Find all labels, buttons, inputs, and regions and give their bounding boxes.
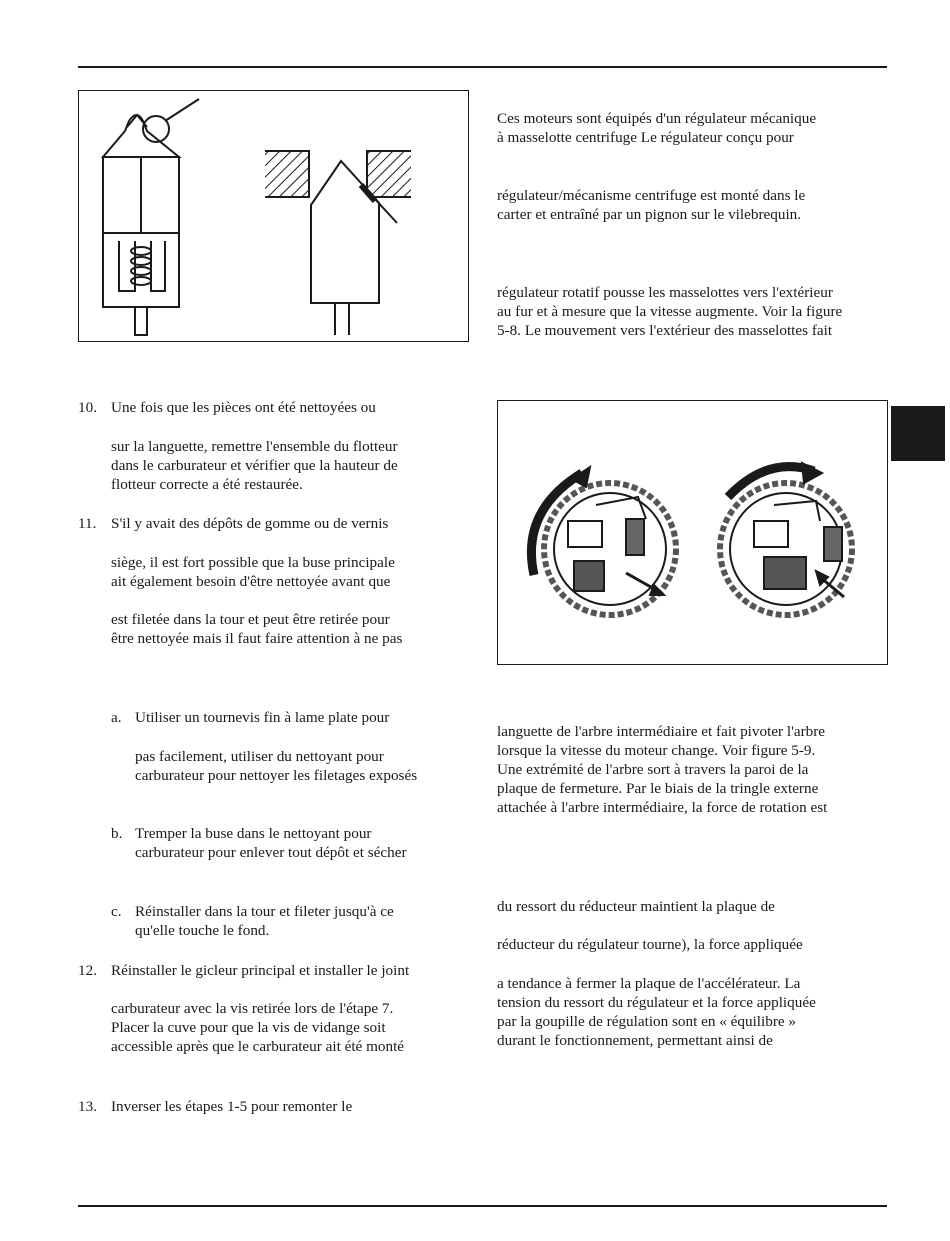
step-text-line: c. bbox=[111, 903, 122, 920]
paragraph-line: réducteur du régulateur tourne), la force appliquée bbox=[497, 936, 803, 953]
step-number: 13. bbox=[78, 1098, 97, 1115]
paragraph-line: tension du ressort du régulateur et la force appliquée bbox=[497, 994, 816, 1011]
paragraph-line: 5-8. Le mouvement vers l'extérieur des masselottes fait bbox=[497, 322, 833, 339]
step-text-line: qu'elle touche le fond. bbox=[135, 922, 270, 939]
inlet-needle-illustration bbox=[79, 91, 468, 341]
step-text-line: sur la languette, remettre l'ensemble du flotteur bbox=[111, 438, 398, 455]
paragraph-line: régulateur/mécanisme centrifuge est monté dans le bbox=[497, 187, 806, 204]
step-text-line: carburateur avec la vis retirée lors de l'étape 7. bbox=[111, 1000, 394, 1017]
inlet-needle-figure bbox=[78, 90, 469, 342]
step-number: 10. bbox=[78, 399, 97, 416]
step-text-line: S'il y avait des dépôts de gomme ou de vernis bbox=[111, 515, 389, 532]
step-text-line: siège, il est fort possible que la buse principale bbox=[111, 554, 395, 571]
step-text-line: est filetée dans la tour et peut être retirée pour bbox=[111, 611, 390, 628]
paragraph-line: Une extrémité de l'arbre sort à travers la paroi de la bbox=[497, 761, 809, 778]
step-text-line: carburateur pour nettoyer les filetages exposés bbox=[135, 767, 418, 784]
paragraph-line: lorsque la vitesse du moteur change. Voir figure 5-9. bbox=[497, 742, 816, 759]
paragraph-line: à masselotte centrifuge Le régulateur conçu pour bbox=[497, 129, 794, 146]
step-text-line: dans le carburateur et vérifier que la hauteur de bbox=[111, 457, 398, 474]
step-text-line: b. bbox=[111, 825, 123, 842]
paragraph-line: attachée à l'arbre intermédiaire, la force de rotation est bbox=[497, 799, 828, 816]
paragraph-line: par la goupille de régulation sont en « équilibre » bbox=[497, 1013, 797, 1030]
governor-gear-illustration bbox=[498, 401, 887, 664]
step-text-line: a. bbox=[111, 709, 122, 726]
step-text-line: être nettoyée mais il faut faire attention à ne pas bbox=[111, 630, 403, 647]
paragraph-line: durant le fonctionnement, permettant ainsi de bbox=[497, 1032, 773, 1049]
step-text-line: flotteur correcte a été restaurée. bbox=[111, 476, 303, 493]
step-text-line: pas facilement, utiliser du nettoyant pour bbox=[135, 748, 384, 765]
step-text-line: ait également besoin d'être nettoyée avant que bbox=[111, 573, 391, 590]
step-text-line: carburateur pour enlever tout dépôt et sécher bbox=[135, 844, 407, 861]
paragraph-line: Ces moteurs sont équipés d'un régulateur mécanique bbox=[497, 110, 817, 127]
paragraph-line: régulateur rotatif pousse les masselottes vers l'extérieur bbox=[497, 284, 833, 301]
footer-rule bbox=[78, 1205, 887, 1207]
paragraph-line: a tendance à fermer la plaque de l'accélérateur. La bbox=[497, 975, 801, 992]
section-tab-marker bbox=[891, 406, 945, 461]
paragraph-line: du ressort du réducteur maintient la plaque de bbox=[497, 898, 775, 915]
paragraph-line: languette de l'arbre intermédiaire et fait pivoter l'arbre bbox=[497, 723, 826, 740]
step-text-line: Inverser les étapes 1-5 pour remonter le bbox=[111, 1098, 353, 1115]
step-text-line: accessible après que le carburateur ait été monté bbox=[111, 1038, 405, 1055]
step-text-line: Utiliser un tournevis fin à lame plate pour bbox=[135, 709, 390, 726]
step-text-line: Tremper la buse dans le nettoyant pour bbox=[135, 825, 372, 842]
step-number: 11. bbox=[78, 515, 97, 532]
step-text-line: Placer la cuve pour que la vis de vidange soit bbox=[111, 1019, 386, 1036]
step-text-line: Réinstaller dans la tour et fileter jusqu'à ce bbox=[135, 903, 394, 920]
paragraph-line: plaque de fermeture. Par le biais de la tringle externe bbox=[497, 780, 819, 797]
governor-figure bbox=[497, 400, 888, 665]
step-text-line: Une fois que les pièces ont été nettoyées ou bbox=[111, 399, 376, 416]
step-text-line: Réinstaller le gicleur principal et installer le joint bbox=[111, 962, 410, 979]
paragraph-line: carter et entraîné par un pignon sur le vilebrequin. bbox=[497, 206, 802, 223]
step-number: 12. bbox=[78, 962, 97, 979]
paragraph-line: au fur et à mesure que la vitesse augmente. Voir la figure bbox=[497, 303, 843, 320]
header-rule bbox=[78, 66, 887, 68]
